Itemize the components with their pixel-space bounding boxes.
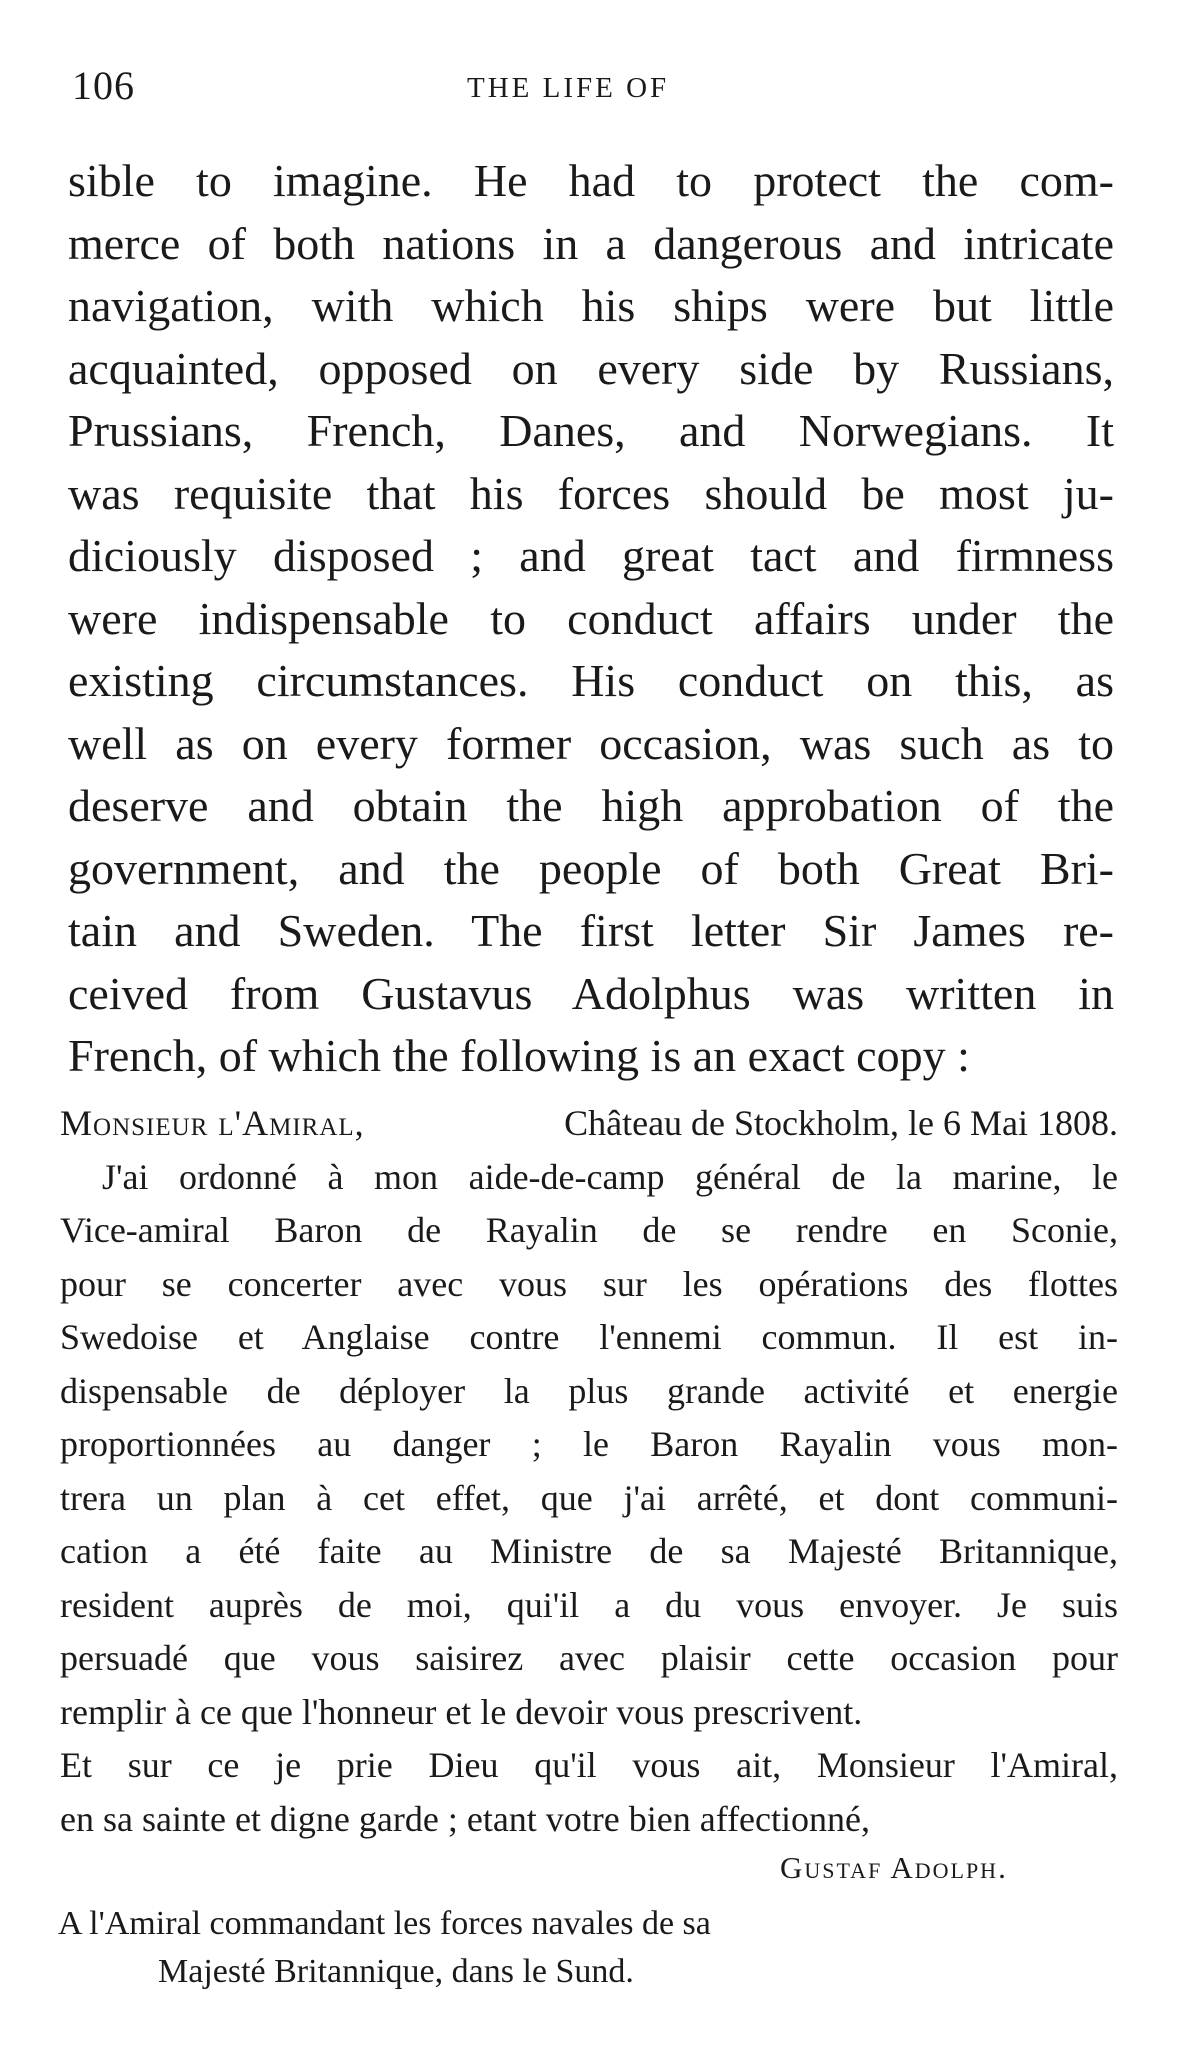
letter-line: en sa sainte et digne garde ; etant votre bien affectionné, xyxy=(60,1798,870,1839)
body-line: diciously disposed ; and great tact and firmness xyxy=(68,530,1114,581)
letter-line: Swedoise et Anglaise contre l'ennemi commun. Il est in- xyxy=(60,1317,1118,1357)
body-line: well as on every former occasion, was such as to xyxy=(68,717,1114,769)
body-line: French, of which the following is an exact copy : xyxy=(68,1030,970,1081)
letter-address xyxy=(58,1900,711,1996)
body-paragraph xyxy=(68,150,1114,1088)
body-line: sible to imagine. He had to protect the com- xyxy=(68,155,1114,206)
body-line: navigation, with which his ships were but little xyxy=(68,280,1114,331)
body-line: Prussians, French, Danes, and Norwegians. It xyxy=(68,405,1114,456)
body-line: merce of both nations in a dangerous and intricate xyxy=(68,217,1114,269)
address-line: Majesté Britannique, dans le Sund. xyxy=(158,1953,634,1990)
letter-line: resident auprès de moi, qui'il a du vous envoyer. Je suis xyxy=(60,1584,1118,1625)
letter-line: cation a été faite au Ministre de sa Majesté Britannique, xyxy=(60,1531,1118,1571)
body-line: government, and the people of both Great Bri- xyxy=(68,842,1114,894)
letter-signature: Gustaf Adolph. xyxy=(780,1850,1008,1885)
letter-line: dispensable de déployer la plus grande activité et energie xyxy=(60,1370,1118,1411)
letter-heading xyxy=(60,1097,1118,1151)
letter-salutation: Monsieur l'Amiral, xyxy=(60,1103,365,1143)
body-line: acquainted, opposed on every side by Russians, xyxy=(68,342,1114,394)
body-line: were indispensable to conduct affairs under the xyxy=(68,592,1114,644)
letter-line: Et sur ce je prie Dieu qu'il vous ait, Monsieur l'Amiral, xyxy=(60,1745,1118,1785)
page-number: 106 xyxy=(72,63,135,108)
body-line: ceived from Gustavus Adolphus was written in xyxy=(68,967,1114,1019)
running-head: THE LIFE OF xyxy=(467,72,670,104)
body-line: deserve and obtain the high approbation of the xyxy=(68,780,1114,831)
letter-line: proportionnées au danger ; le Baron Rayalin vous mon- xyxy=(60,1424,1118,1464)
quoted-letter xyxy=(60,1097,1118,1846)
letter-line: remplir à ce que l'honneur et le devoir vous prescrivent. xyxy=(60,1691,863,1732)
body-line: existing circumstances. His conduct on this, as xyxy=(68,655,1114,706)
body-line: tain and Sweden. The first letter Sir James re- xyxy=(68,905,1114,956)
page-header xyxy=(72,62,1112,122)
letter-line: Vice-amiral Baron de Rayalin de se rendre en Sconie, xyxy=(60,1210,1118,1250)
letter-line: J'ai ordonné à mon aide-de-camp général de la marine, le xyxy=(102,1156,1118,1197)
letter-line: trera un plan à cet effet, que j'ai arrêté, et dont communi- xyxy=(60,1477,1118,1518)
body-line: was requisite that his forces should be most ju- xyxy=(68,467,1114,519)
letter-line: persuadé que vous saisirez avec plaisir cette occasion pour xyxy=(60,1638,1118,1678)
letter-line: pour se concerter avec vous sur les opérations des flottes xyxy=(60,1263,1118,1304)
letter-place-date: Château de Stockholm, le 6 Mai 1808. xyxy=(564,1103,1118,1143)
address-line: A l'Amiral commandant les forces navales de sa xyxy=(58,1905,711,1942)
